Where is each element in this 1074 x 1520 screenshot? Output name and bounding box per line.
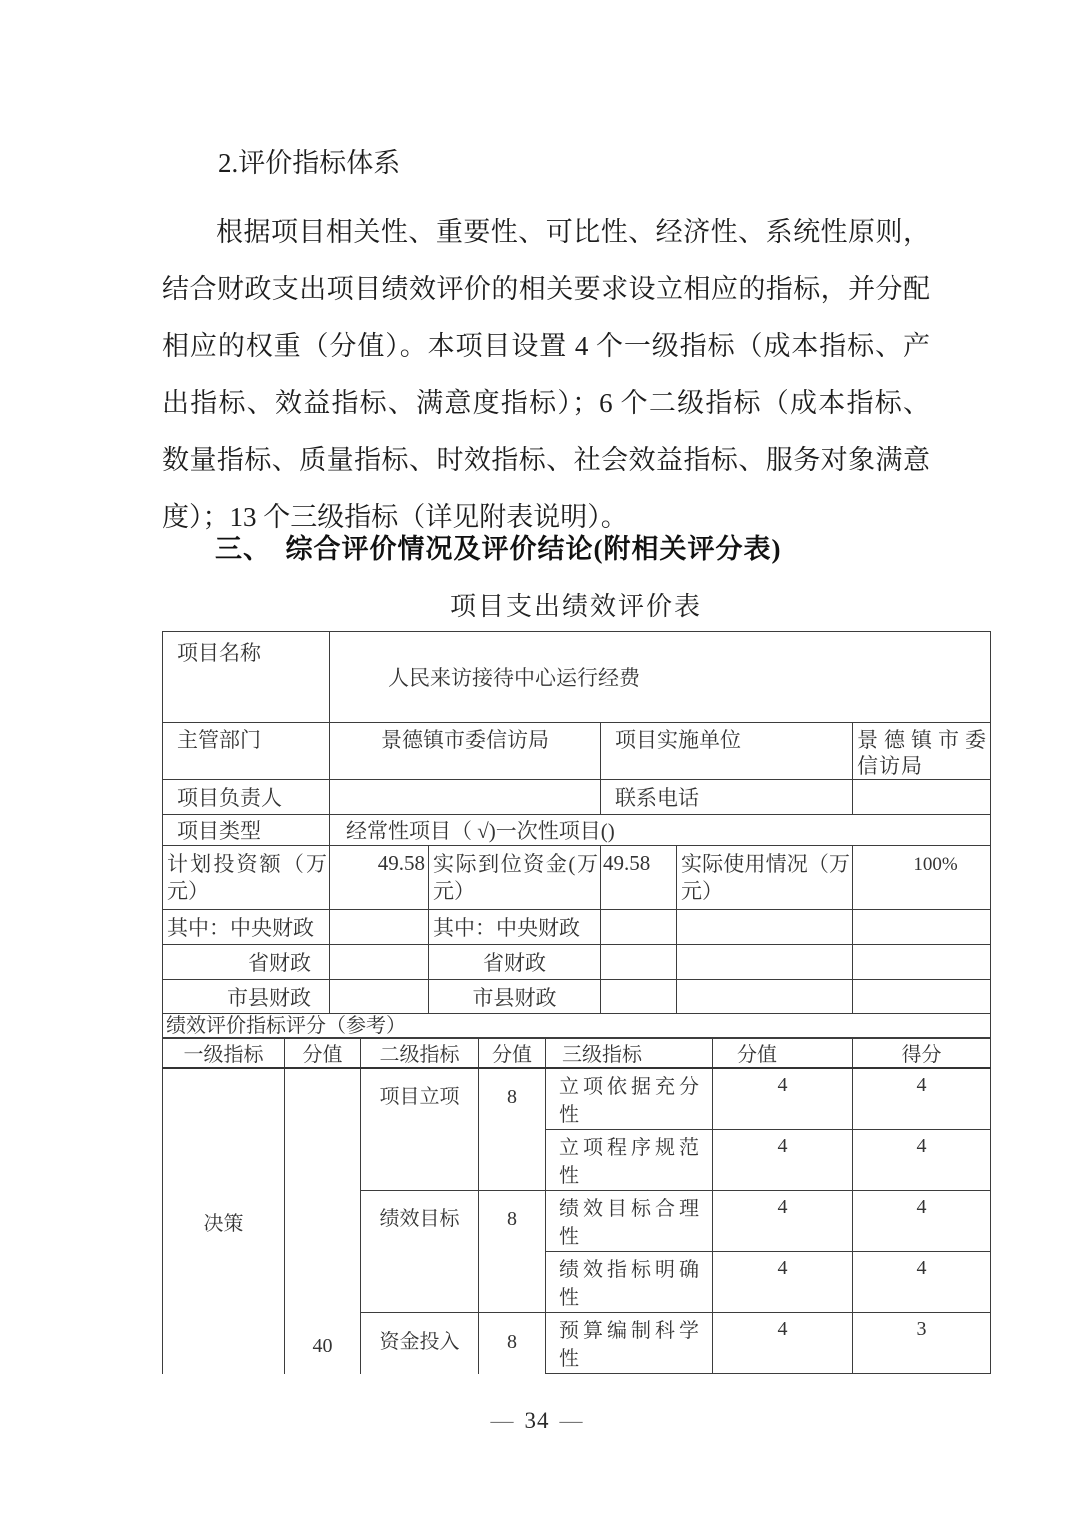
table-cut-tick — [284, 1364, 285, 1370]
impl-unit-label: 项目实施单位 — [601, 723, 853, 780]
type-value: 经常性项目（ √)一次性项目() — [330, 815, 991, 846]
province-finance-label-2: 省财政 — [429, 945, 601, 980]
paragraph-line: 根据项目相关性、重要性、可比性、经济性、系统性原则， — [216, 217, 930, 247]
header-weight3: 分值 — [713, 1038, 853, 1069]
level2-name: 绩效目标 — [361, 1191, 479, 1313]
table-row — [163, 1014, 991, 1039]
used-funds-value: 100% — [853, 846, 991, 910]
city-finance-label-2: 市县财政 — [429, 980, 601, 1014]
indicator-score: 4 — [853, 1252, 991, 1313]
empty-cell — [853, 980, 991, 1014]
indicator-weight: 4 — [713, 1313, 853, 1374]
header-level1: 一级指标 — [163, 1038, 285, 1069]
dept-value: 景德镇市委信访局 — [330, 723, 601, 780]
empty-cell — [677, 980, 853, 1014]
page-number-value: 34 — [524, 1408, 550, 1433]
table-row — [163, 723, 991, 780]
indicator-name: 绩效指标明确性 — [546, 1252, 713, 1313]
indicator-score: 4 — [853, 1191, 991, 1252]
indicator-weight: 4 — [713, 1191, 853, 1252]
received-funds-label: 实际到位资金(万元） — [429, 846, 601, 910]
planned-investment-label: 计划投资额（万元） — [163, 846, 330, 910]
subsection-heading: 2.评价指标体系 — [218, 148, 401, 178]
level2-weight: 8 — [479, 1191, 546, 1313]
indicator-name: 立项依据充分性 — [546, 1068, 713, 1130]
table-row — [163, 910, 991, 945]
table-cut-tick — [162, 1364, 163, 1370]
city-finance-value-2 — [601, 980, 677, 1014]
header-score: 得分 — [853, 1038, 991, 1069]
city-finance-value — [330, 980, 429, 1014]
empty-cell — [853, 945, 991, 980]
table-row — [163, 632, 991, 723]
level2-weight: 8 — [479, 1313, 546, 1374]
section-heading: 三、 综合评价情况及评价结论(附相关评分表) — [215, 534, 782, 564]
empty-cell — [677, 910, 853, 945]
score-header-row — [163, 1038, 991, 1069]
indicator-score: 3 — [853, 1313, 991, 1374]
leader-label: 项目负责人 — [163, 780, 330, 815]
table-row — [163, 980, 991, 1014]
empty-cell — [853, 910, 991, 945]
table-row — [163, 815, 991, 846]
central-finance-value — [330, 910, 429, 945]
table-cut-tick — [478, 1364, 479, 1370]
page-number — [0, 1408, 1074, 1434]
paragraph-line: 相应的权重（分值）。本项目设置 4 个一级指标（成本指标、产 — [162, 331, 930, 361]
score-table — [162, 1037, 991, 1374]
indicator-score: 4 — [853, 1068, 991, 1130]
project-name-value: 人民来访接待中心运行经费 — [330, 632, 991, 723]
phone-value — [853, 780, 991, 815]
city-finance-label: 市县财政 — [163, 980, 330, 1014]
level2-name: 资金投入 — [361, 1313, 479, 1374]
leader-value — [330, 780, 601, 815]
level1-name: 决策 — [163, 1068, 285, 1374]
used-funds-label: 实际使用情况（万元） — [677, 846, 853, 910]
indicator-name: 立项程序规范性 — [546, 1130, 713, 1191]
header-weight2: 分值 — [479, 1038, 546, 1069]
impl-unit-value: 景德镇市委信访局 — [853, 723, 991, 780]
type-label: 项目类型 — [163, 815, 330, 846]
body-paragraph — [162, 204, 930, 546]
table-title: 项目支出绩效评价表 — [449, 592, 702, 621]
phone-label: 联系电话 — [601, 780, 853, 815]
table-row — [163, 780, 991, 815]
paragraph-line: 数量指标、质量指标、时效指标、社会效益指标、服务对象满意 — [162, 445, 930, 475]
received-funds-value: 49.58 — [601, 846, 677, 910]
central-finance-label: 其中：中央财政 — [163, 910, 330, 945]
central-finance-label-2: 其中：中央财政 — [429, 910, 601, 945]
table-cut-tick — [360, 1364, 361, 1370]
page-number-dash: — — [559, 1408, 584, 1433]
indicator-name: 绩效目标合理性 — [546, 1191, 713, 1252]
project-info-table — [162, 631, 991, 1039]
empty-cell — [677, 945, 853, 980]
paragraph-line: 结合财政支出项目绩效评价的相关要求设立相应的指标，并分配 — [162, 274, 930, 304]
indicator-name: 预算编制科学性 — [546, 1313, 713, 1374]
indicator-weight: 4 — [713, 1130, 853, 1191]
header-level2: 二级指标 — [361, 1038, 479, 1069]
header-weight1: 分值 — [285, 1038, 361, 1069]
page-number-dash: — — [490, 1408, 515, 1433]
indicator-score: 4 — [853, 1130, 991, 1191]
indicator-weight: 4 — [713, 1068, 853, 1130]
table-row — [163, 945, 991, 980]
table-row — [163, 846, 991, 910]
project-name-label: 项目名称 — [163, 632, 330, 723]
table-row — [163, 1068, 991, 1130]
planned-investment-value: 49.58 — [330, 846, 429, 910]
header-level3: 三级指标 — [546, 1038, 713, 1069]
province-finance-value — [330, 945, 429, 980]
level2-name: 项目立项 — [361, 1068, 479, 1191]
central-finance-value-2 — [601, 910, 677, 945]
table-cut-tick — [545, 1364, 546, 1370]
paragraph-line: 度）；13 个三级指标（详见附表说明）。 — [162, 502, 628, 532]
level1-weight: 40 — [285, 1068, 361, 1374]
province-finance-value-2 — [601, 945, 677, 980]
score-section-label: 绩效评价指标评分（参考） — [163, 1014, 991, 1039]
level2-weight: 8 — [479, 1068, 546, 1191]
paragraph-line: 出指标、效益指标、满意度指标）；6 个二级指标（成本指标、 — [162, 388, 930, 418]
province-finance-label: 省财政 — [163, 945, 330, 980]
dept-label: 主管部门 — [163, 723, 330, 780]
indicator-weight: 4 — [713, 1252, 853, 1313]
